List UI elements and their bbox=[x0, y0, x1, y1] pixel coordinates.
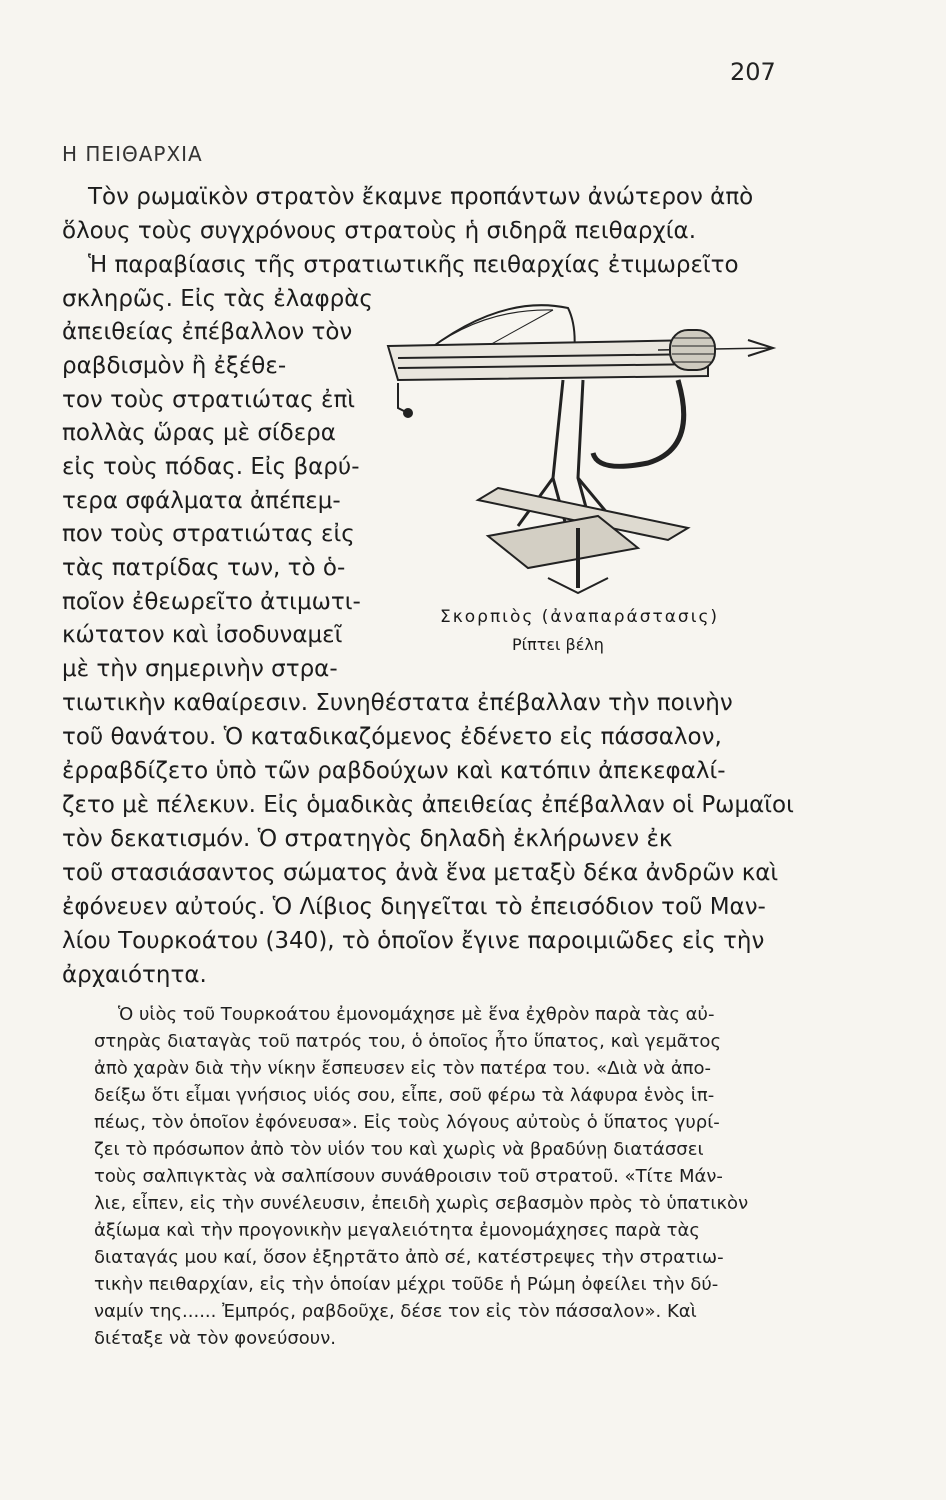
body-line: ἐρραβδίζετο ὑπὸ τῶν ραβδούχων καὶ κατόπιν ἀπεκεφαλί- bbox=[62, 758, 726, 784]
body-line: τιωτικὴν καθαίρεσιν. Συνηθέστατα ἐπέβαλλαν τὴν ποινὴν bbox=[62, 690, 733, 716]
note-line: τοὺς σαλπιγκτὰς νὰ σαλπίσουν συνάθροισιν τοῦ στρατοῦ. «Τίτε Μάν- bbox=[94, 1166, 723, 1187]
running-head: Η ΠΕΙΘΑΡΧΙΑ bbox=[62, 142, 203, 166]
body-line: σκληρῶς. Εἰς τὰς ἐλαφρὰς bbox=[62, 286, 373, 312]
body-line: τον τοὺς στρατιώτας ἐπὶ bbox=[62, 387, 356, 413]
body-line: κώτατον καὶ ἰσοδυναμεῖ bbox=[62, 622, 343, 648]
body-line: Ἡ παραβίασις τῆς στρατιωτικῆς πειθαρχίας ἐτιμωρεῖτο bbox=[88, 252, 739, 278]
note-line: ναμίν της...... Ἐμπρός, ραβδοῦχε, δέσε τον εἰς τὸν πάσσαλον». Καὶ bbox=[94, 1301, 697, 1322]
figure-caption-title: Σκορπιὸς (ἀναπαράστασις) bbox=[440, 607, 720, 627]
scorpion-catapult-illustration bbox=[378, 288, 778, 613]
body-line: ραβδισμὸν ἢ ἐξέθε- bbox=[62, 353, 287, 379]
note-line: ζει τὸ πρόσωπον ἀπὸ τὸν υἱόν του καὶ χωρὶς νὰ βραδύνῃ διατάσσει bbox=[94, 1139, 704, 1160]
body-line: μὲ τὴν σημερινὴν στρα- bbox=[62, 656, 338, 682]
note-line: τικὴν πειθαρχίαν, εἰς τὴν ὁποίαν μέχρι τοῦδε ἡ Ρώμη ὀφείλει τὴν δύ- bbox=[94, 1274, 719, 1295]
body-line: τερα σφάλματα ἀπέπεμ- bbox=[62, 488, 341, 514]
note-line: πέως, τὸν ὁποῖον ἐφόνευσα». Εἰς τοὺς λόγους αὐτοὺς ὁ ὕπατος γυρί- bbox=[94, 1112, 720, 1133]
note-line: ἀξίωμα καὶ τὴν προγονικὴν μεγαλειότητα ἐμονομάχησες παρὰ τὰς bbox=[94, 1220, 700, 1241]
body-line: ζετο μὲ πέλεκυν. Εἰς ὁμαδικὰς ἀπειθείας ἐπέβαλλαν οἱ Ρωμαῖοι bbox=[62, 792, 794, 818]
body-line: πον τοὺς στρατιώτας εἰς bbox=[62, 521, 355, 547]
note-line: διέταξε νὰ τὸν φονεύσουν. bbox=[94, 1328, 336, 1349]
body-line: ποῖον ἐθεωρεῖτο ἀτιμωτι- bbox=[62, 589, 361, 615]
body-line: ὅλους τοὺς συγχρόνους στρατοὺς ἡ σιδηρᾶ πειθαρχία. bbox=[62, 218, 697, 244]
note-line: στηρὰς διαταγὰς τοῦ πατρός του, ὁ ὁποῖος ἦτο ὕπατος, καὶ γεμᾶτος bbox=[94, 1031, 722, 1052]
note-line: λιε, εἶπεν, εἰς τὴν συνέλευσιν, ἐπειδὴ χωρὶς σεβασμὸν πρὸς τὸ ὑπατικὸν bbox=[94, 1193, 749, 1214]
body-line: τοῦ στασιάσαντος σώματος ἀνὰ ἕνα μεταξὺ δέκα ἀνδρῶν καὶ bbox=[62, 860, 779, 886]
page-number: 207 bbox=[730, 58, 776, 86]
body-line: ἀρχαιότητα. bbox=[62, 962, 207, 988]
note-line: δείξω ὅτι εἶμαι γνήσιος υἱός σου, εἶπε, σοῦ φέρω τὰ λάφυρα ἑνὸς ἱπ- bbox=[94, 1085, 715, 1106]
body-line: εἰς τοὺς πόδας. Εἰς βαρύ- bbox=[62, 454, 360, 480]
body-line: τοῦ θανάτου. Ὁ καταδικαζόμενος ἐδένετο εἰς πάσσαλον, bbox=[62, 724, 722, 750]
body-line: ἀπειθείας ἐπέβαλλον τὸν bbox=[62, 319, 353, 345]
note-line: διαταγάς μου καί, ὅσον ἐξηρτᾶτο ἀπὸ σέ, κατέστρεψες τὴν στρατιω- bbox=[94, 1247, 724, 1268]
body-line: Τὸν ρωμαϊκὸν στρατὸν ἔκαμνε προπάντων ἀνώτερον ἀπὸ bbox=[88, 184, 754, 210]
figure-caption-sub: Ρίπτει βέλη bbox=[512, 635, 604, 654]
body-line: πολλὰς ὥρας μὲ σίδερα bbox=[62, 420, 336, 446]
body-line: ἐφόνευεν αὐτούς. Ὁ Λίβιος διηγεῖται τὸ ἐπεισόδιον τοῦ Μαν- bbox=[62, 894, 766, 920]
note-line: Ὁ υἱὸς τοῦ Τουρκοάτου ἐμονομάχησε μὲ ἕνα ἐχθρὸν παρὰ τὰς αὐ- bbox=[118, 1004, 715, 1025]
body-line: τὸν δεκατισμόν. Ὁ στρατηγὸς δηλαδὴ ἐκλήρωνεν ἐκ bbox=[62, 826, 673, 852]
note-line: ἀπὸ χαρὰν διὰ τὴν νίκην ἔσπευσεν εἰς τὸν πατέρα του. «Διὰ νὰ ἀπο- bbox=[94, 1058, 712, 1079]
body-line: τὰς πατρίδας των, τὸ ὁ- bbox=[62, 555, 346, 581]
body-line: λίου Τουρκοάτου (340), τὸ ὁποῖον ἔγινε παροιμιῶδες εἰς τὴν bbox=[62, 928, 765, 954]
